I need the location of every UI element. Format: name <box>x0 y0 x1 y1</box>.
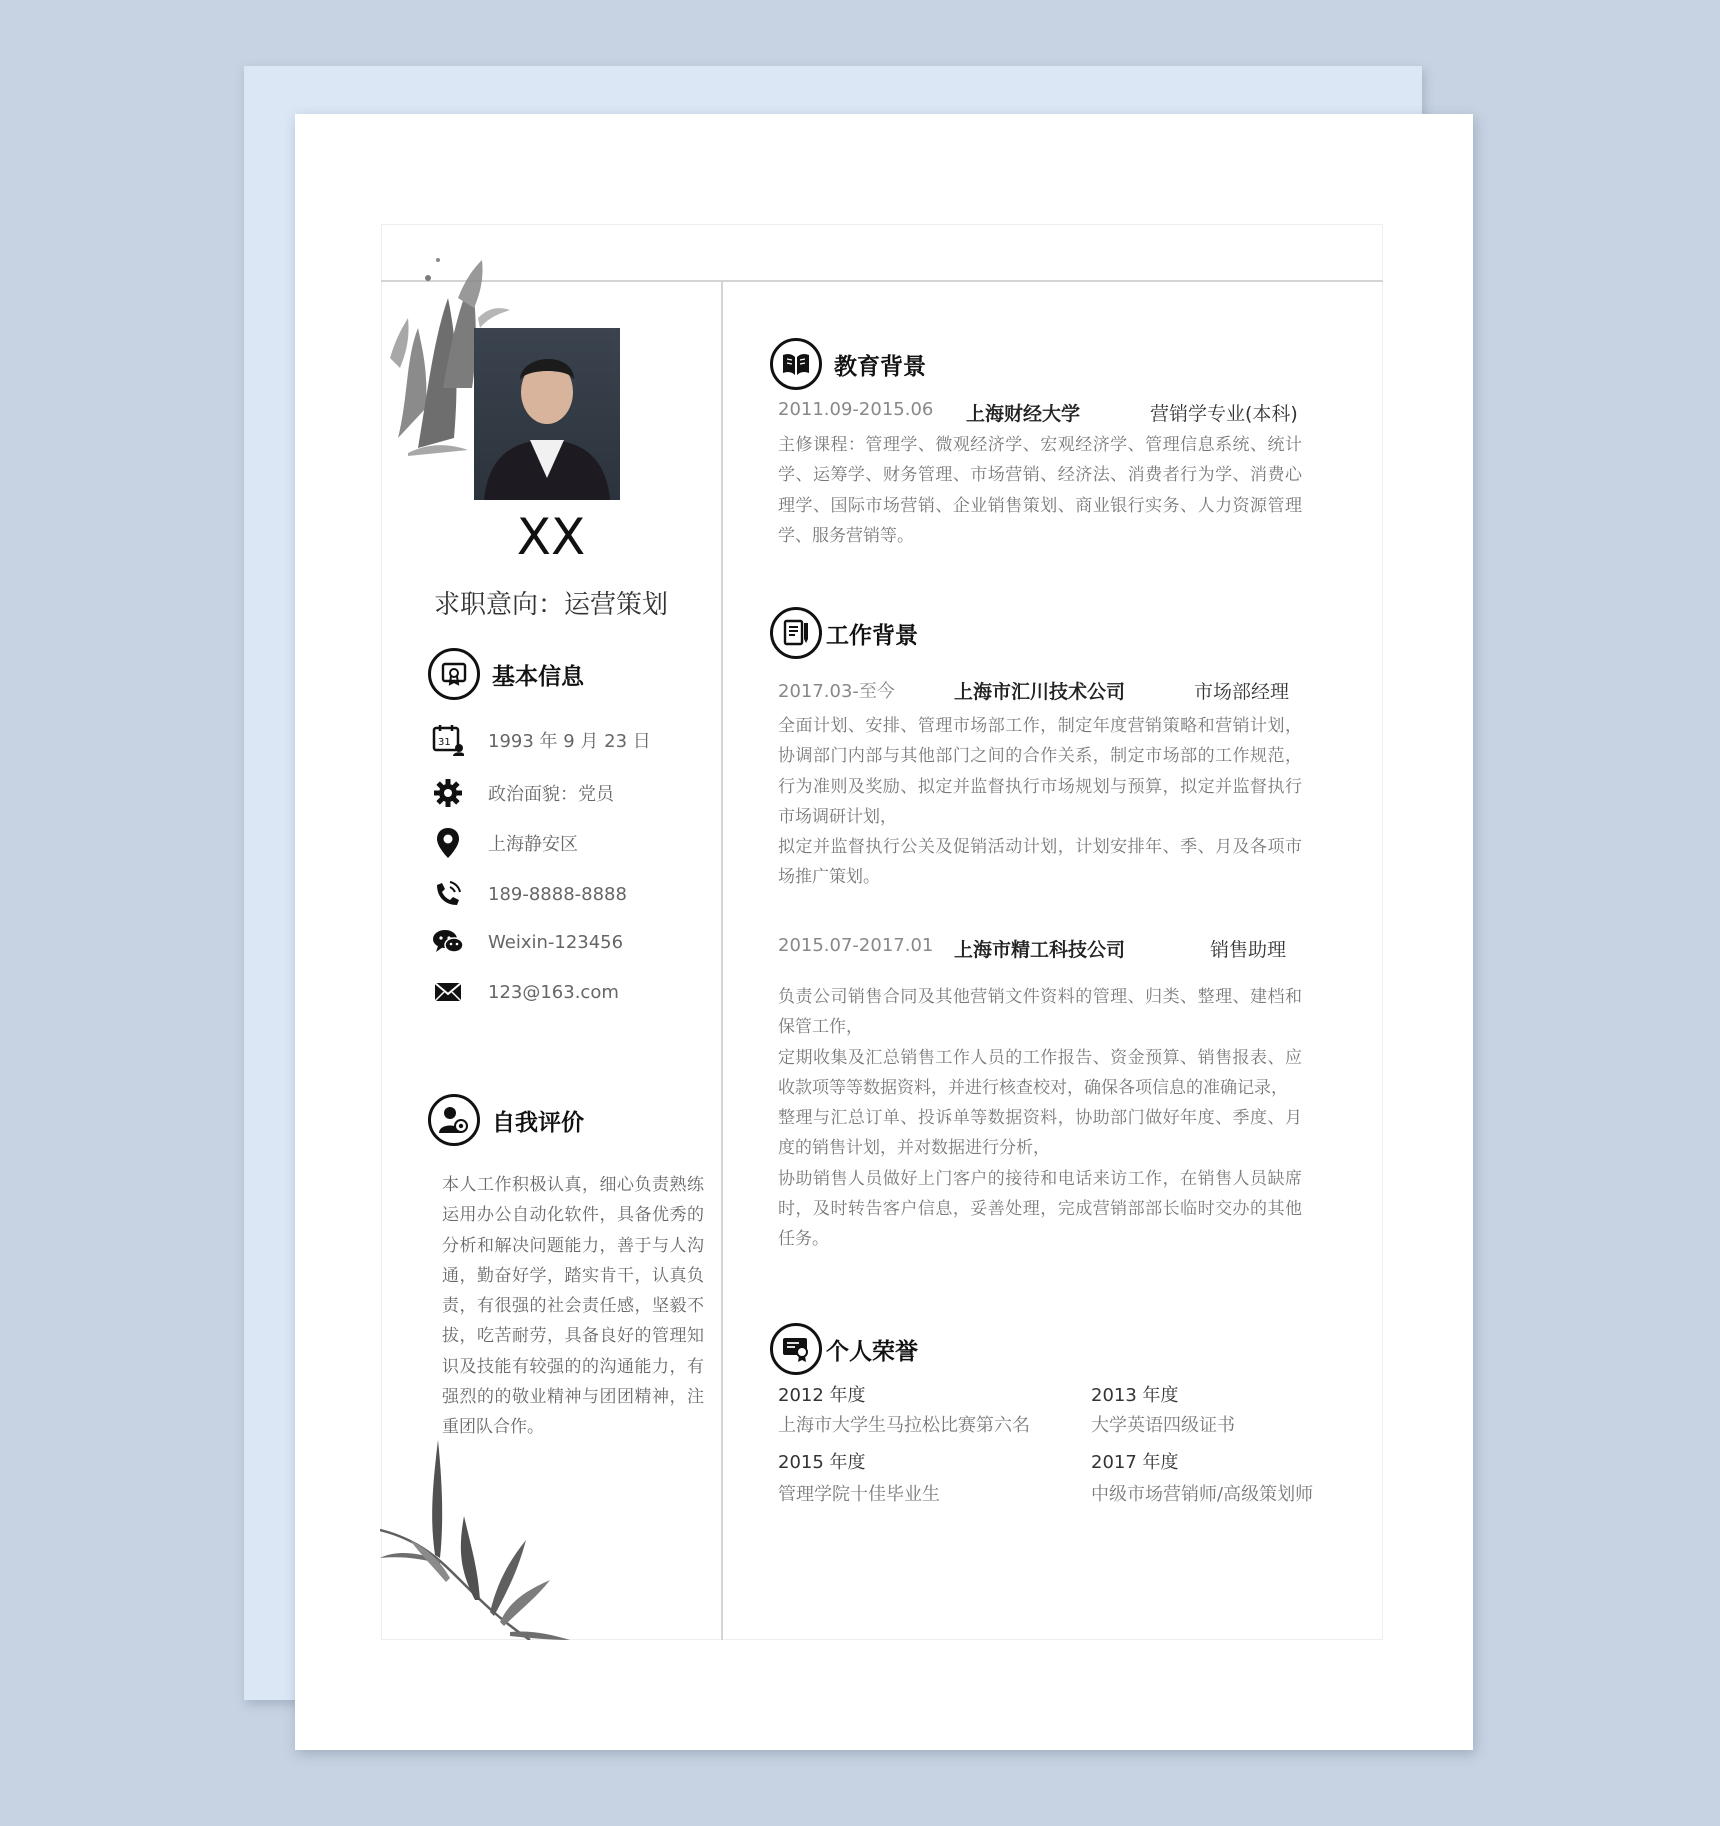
honor-year: 2013 年度 <box>1091 1385 1179 1406</box>
job-meta <box>778 935 1300 967</box>
ink-bamboo-decoration <box>380 1440 580 1640</box>
phone-icon <box>430 876 466 912</box>
job-company: 上海市精工科技公司 <box>954 939 1126 961</box>
education-date: 2011.09-2015.06 <box>778 399 934 420</box>
job-role: 市场部经理 <box>1194 681 1290 703</box>
info-location <box>430 825 578 861</box>
job-meta <box>778 677 1300 709</box>
info-political <box>430 775 614 811</box>
honor-year: 2012 年度 <box>778 1385 866 1406</box>
calendar-icon <box>430 722 466 758</box>
section-title: 个人荣誉 <box>826 1338 918 1365</box>
honor-desc: 大学英语四级证书 <box>1091 1415 1235 1436</box>
job-date: 2015.07-2017.01 <box>778 935 934 956</box>
gear-icon <box>430 775 466 811</box>
honor-desc: 上海市大学生马拉松比赛第六名 <box>778 1415 1030 1436</box>
document-icon <box>770 607 822 659</box>
education-major: 营销学专业(本科) <box>1150 403 1298 425</box>
certificate-icon <box>428 648 480 700</box>
info-text: Weixin-123456 <box>488 931 624 953</box>
info-text: 189-8888-8888 <box>488 883 627 905</box>
person-settings-icon <box>428 1094 480 1146</box>
header-rule <box>381 280 1383 282</box>
honor-year: 2015 年度 <box>778 1452 866 1473</box>
honor-year: 2017 年度 <box>1091 1452 1179 1473</box>
open-book-icon <box>770 338 822 390</box>
info-text: 政治面貌：党员 <box>488 784 614 805</box>
honor-desc: 管理学院十佳毕业生 <box>778 1484 940 1505</box>
info-email <box>430 974 619 1010</box>
job-company: 上海市汇川技术公司 <box>954 681 1126 703</box>
job-desc: 负责公司销售合同及其他营销文件资料的管理、归类、整理、建档和保管工作， 定期收集及汇总销售工作人员的工作报告、资金预算、销售报表、应收款项等等数据资料，并进行核查校对，确保各项信息的准确记录， 整理与汇总订单、投诉单等数据资料，协助部门做好年度、季度、月度的销售计划，并对数据进行分析， 协助销售人员做好上门客户的接待和电话来访工作，在销售人员缺席时，及时转告客户信息，妥善处理，完成营销部部长临时交办的其他任务。 <box>778 987 1302 1250</box>
section-title: 自我评价 <box>492 1109 584 1136</box>
honor-desc: 中级市场营销师/高级策划师 <box>1091 1484 1314 1505</box>
location-pin-icon <box>430 825 466 861</box>
section-title: 基本信息 <box>492 663 584 690</box>
self-eval-text: 本人工作积极认真，细心负责熟练运用办公自动化软件，具备优秀的分析和解决问题能力，善于与人沟通，勤奋好学，踏实肯干，认真负责，有很强的社会责任感，坚毅不拔，吃苦耐劳，具备良好的管理知识及技能有较强的的沟通能力，有强烈的的敬业精神与团团精神，注重团队合作。 <box>442 1175 704 1438</box>
info-birthday <box>430 722 651 758</box>
award-certificate-icon <box>770 1323 822 1375</box>
job-desc: 全面计划、安排、管理市场部工作，制定年度营销策略和营销计划，协调部门内部与其他部门之间的合作关系，制定市场部的工作规范，行为准则及奖励、拟定并监督执行市场规划与预算，拟定并监督执行市场调研计划， 拟定并监督执行公关及促销活动计划，计划安排年、季、月及各项市场推广策划。 <box>778 716 1302 888</box>
self-eval-header <box>428 1094 584 1146</box>
job-role: 销售助理 <box>1210 939 1287 961</box>
info-text: 上海静安区 <box>488 834 578 855</box>
wechat-icon <box>430 924 466 960</box>
job-intent: 求职意向：运营策划 <box>433 590 668 620</box>
education-meta <box>778 399 1300 431</box>
mail-icon <box>430 974 466 1010</box>
work-header <box>770 607 918 659</box>
svg-text:31: 31 <box>438 737 451 748</box>
info-phone <box>430 876 627 912</box>
info-wechat <box>430 924 623 960</box>
info-text: 123@163.com <box>488 981 619 1003</box>
info-text: 1993 年 9 月 23 日 <box>488 731 651 752</box>
education-school: 上海财经大学 <box>966 403 1081 425</box>
education-desc: 主修课程：管理学、微观经济学、宏观经济学、管理信息系统、统计学、运筹学、财务管理、市场营销、经济法、消费者行为学、消费心理学、国际市场营销、企业销售策划、商业银行实务、人力资源管理学、服务营销等。 <box>778 435 1302 546</box>
profile-photo <box>474 328 620 500</box>
candidate-name: XX <box>516 508 586 566</box>
honors-header <box>770 1323 918 1375</box>
column-divider <box>721 280 723 1640</box>
job-date: 2017.03-至今 <box>778 681 895 702</box>
basic-info-header <box>428 648 584 700</box>
education-header <box>770 338 926 390</box>
section-title: 工作背景 <box>826 622 918 649</box>
section-title: 教育背景 <box>834 353 926 380</box>
